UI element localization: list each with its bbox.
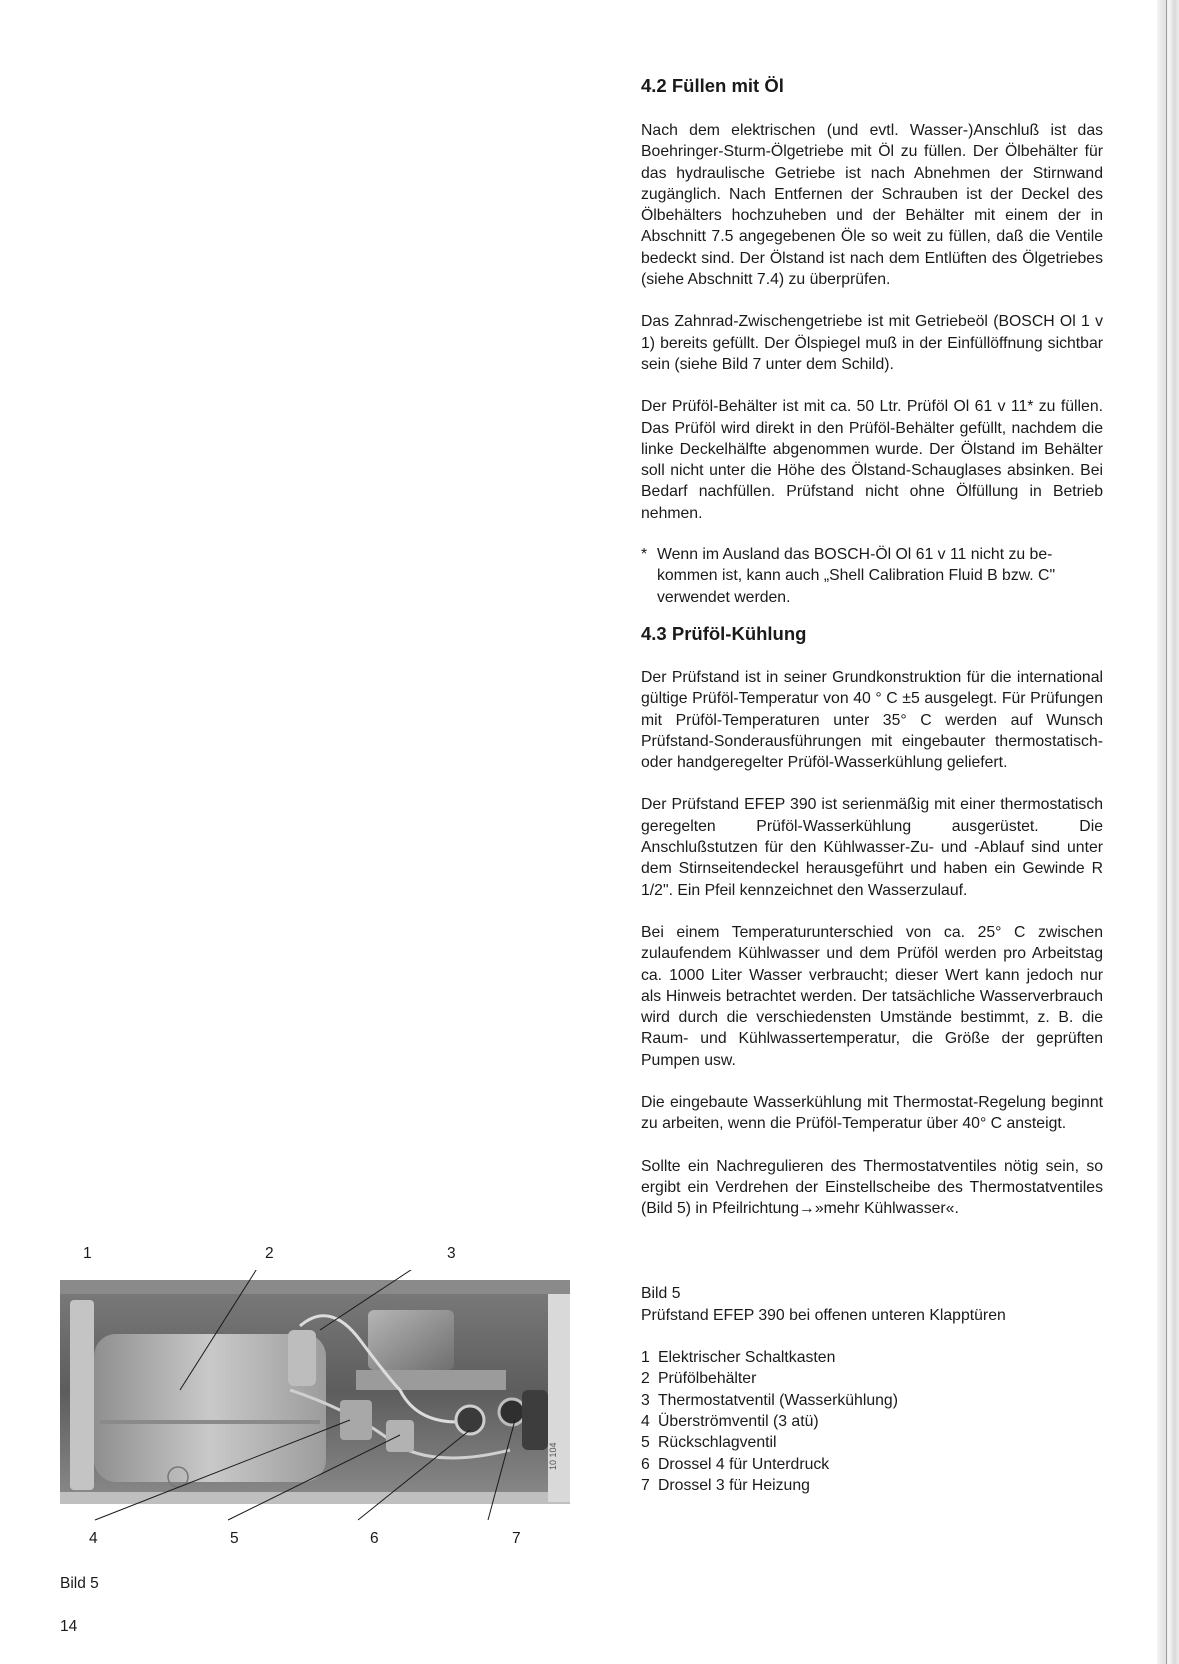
callout-2: 2 — [265, 1245, 274, 1262]
left-figure-label: Bild 5 — [60, 1575, 99, 1592]
figure-caption: Prüfstand EFEP 390 bei offenen unteren Klapptüren — [641, 1306, 1006, 1324]
throttle-4 — [456, 1406, 484, 1434]
scan-page-edge — [1157, 0, 1179, 1664]
legend-item: 3 Thermostatventil (Wasserkühlung) — [641, 1391, 898, 1409]
photo-side-code: 10 104 — [548, 1442, 558, 1470]
section-4-3-paragraph-3: Bei einem Temperaturunterschied von ca. 25° C zwischen zulaufendem Kühlwasser und dem Prüföl werden pro Arbeitstag ca. 1000 Liter Wasser verbraucht; dieser Wert kann jedoch nur als Hinweis betrachtet werden. Der tatsächliche Wasserverbrauch wird durch die verschiedensten Umstände bestimmt, z. B. die Raum- und Kühlwassertemperatur, die Größe der geprüften Pumpen usw. — [641, 923, 1103, 1069]
callout-6: 6 — [370, 1530, 379, 1547]
callout-4: 4 — [89, 1530, 98, 1547]
throttle-3 — [499, 1399, 525, 1425]
figure-legend — [641, 1347, 1103, 1496]
legend-item: 7 Drossel 3 für Heizung — [641, 1476, 810, 1494]
footnote — [641, 544, 1103, 608]
check-valve — [386, 1420, 414, 1452]
section-4-2-paragraph-1: Nach dem elektrischen (und evtl. Wasser-)Anschluß ist das Boehringer-Sturm-Ölgetriebe mit Öl zu füllen. Der Ölbehälter für das hydraulische Getriebe ist nach Abnehmen der Stirnwand zugänglich. Nach Entfernen der Schrauben ist der Deckel des Ölbehälters hochzuheben und der Behälter mit einem der in Abschnitt 7.5 angegebenen Öle so weit zu füllen, daß die Ventile bedeckt sind. Der Ölstand ist nach dem Entlüften des Ölgetriebes (siehe Abschnitt 7.4) zu überprüfen. — [641, 122, 1103, 289]
callout-5: 5 — [230, 1530, 239, 1547]
footnote-mark: * — [641, 546, 648, 564]
section-4-2-paragraph-2: Das Zahnrad-Zwischengetriebe ist mit Getriebeöl (BOSCH Ol 1 v 1) bereits gefüllt. Der Ölspiegel muß in der Einfüllöffnung sichtbar sein (siehe Bild 7 unter dem Schild). — [641, 313, 1103, 373]
footnote-text: Wenn im Ausland das BOSCH-Öl Ol 61 v 11 nicht zu bekommen ist, kann auch „Shell Calibration Fluid B bzw. C" verwendet werden. — [657, 546, 1056, 606]
section-4-3-paragraph-1: Der Prüfstand ist in seiner Grundkonstruktion für die international gültige Prüföl-Temperatur von 40 ° C ±5 ausgelegt. Für Prüfungen mit Prüföl-Temperaturen unter 35° C werden auf Wunsch Prüfstand-Sonderausführungen mit eingebauter thermostatisch- oder handgeregelter Prüföl-Wasserkühlung geliefert. — [641, 668, 1103, 772]
legend-item: 6 Drossel 4 für Unterdruck — [641, 1455, 830, 1473]
legend-item: 2 Prüfölbehälter — [641, 1370, 757, 1388]
legend-item: 4 Überströmventil (3 atü) — [641, 1412, 819, 1430]
callout-1: 1 — [83, 1245, 92, 1262]
section-4-3-paragraph-2: Der Prüfstand EFEP 390 ist serienmäßig mit einer thermostatisch geregelten Prüföl-Wasserkühlung ausgerüstet. Die Anschlußstutzen für den Kühlwasser-Zu- und -Ablauf sind unter dem Stirnseitendeckel herausgeführt und haben ein Gewinde R 1/2". Ein Pfeil kennzeichnet den Wasserzulauf. — [641, 796, 1103, 899]
photo-top-frame — [60, 1280, 570, 1294]
switch-box — [70, 1300, 94, 1490]
text-column — [641, 74, 1103, 1496]
valve-block — [356, 1370, 506, 1390]
thermostat-valve — [288, 1330, 316, 1386]
scan-page-edge-line — [1166, 0, 1167, 1664]
section-4-3-paragraph-5: Sollte ein Nachregulieren des Thermostatventiles nötig sein, so ergibt ein Verdrehen der Einstellscheibe des Thermostatventiles (Bild 5) in Pfeilrichtung→»mehr Kühlwasser«. — [641, 1157, 1103, 1218]
section-4-3-heading: 4.3 Prüföl-Kühlung — [641, 622, 807, 644]
legend-item: 5 Rückschlagventil — [641, 1434, 777, 1452]
machine-photo — [60, 1270, 570, 1540]
page-number: 14 — [60, 1618, 78, 1635]
section-4-3-paragraph-4: Die eingebaute Wasserkühlung mit Thermostat-Regelung beginnt zu arbeiten, wenn die Prüföl-Temperatur über 40° C ansteigt. — [641, 1093, 1103, 1133]
figure-label: Bild 5 — [641, 1285, 681, 1303]
section-4-2-paragraph-3: Der Prüföl-Behälter ist mit ca. 50 Ltr. Prüföl Ol 61 v 11* zu füllen. Das Prüföl wird direkt in den Prüföl-Behälter gefüllt, nachdem die linke Deckelhälfte abgenommen wurde. Der Ölstand im Behälter soll nicht unter die Höhe des Ölstand-Schauglases absinken. Bei Bedarf nachfüllen. Prüfstand nicht ohne Ölfüllung in Betrieb nehmen. — [641, 398, 1103, 522]
overflow-valve — [340, 1400, 372, 1440]
section-4-2-heading: 4.2 Füllen mit Öl — [641, 75, 784, 96]
dark-cylinder — [522, 1390, 548, 1450]
callout-7: 7 — [512, 1530, 521, 1547]
thermostat-housing — [368, 1310, 454, 1370]
callout-3: 3 — [447, 1245, 456, 1262]
legend-item: 1 Elektrischer Schaltkasten — [641, 1349, 836, 1367]
tank-seam — [100, 1420, 320, 1424]
